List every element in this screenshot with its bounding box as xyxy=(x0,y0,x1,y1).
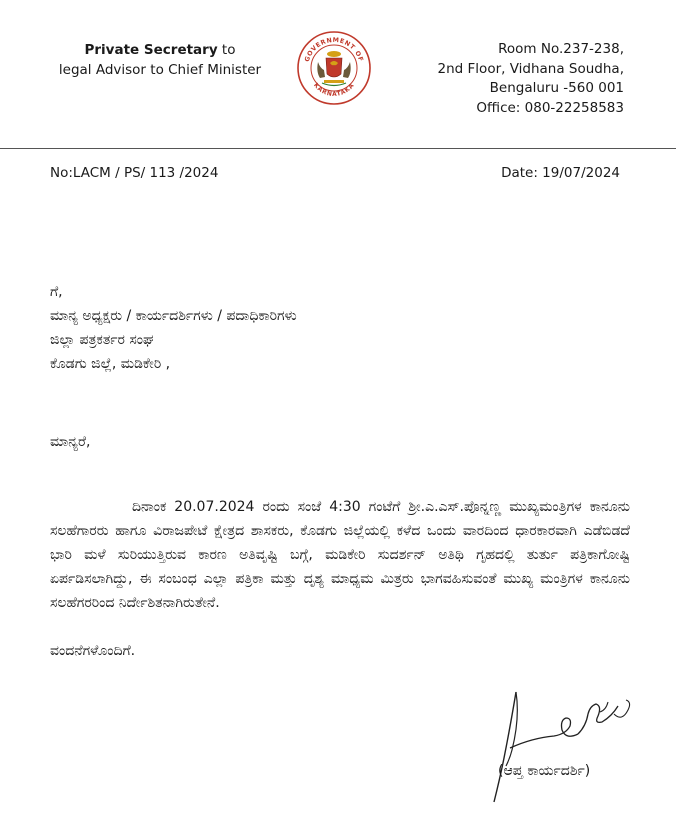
office-address xyxy=(404,40,624,118)
signatory-title: (ಆಪ್ತ ಕಾರ್ಯದರ್ಶಿ) xyxy=(498,763,591,779)
emblem-bottom-text: KARNATAKA xyxy=(312,81,356,99)
sender-subtitle: legal Advisor to Chief Minister xyxy=(58,62,262,78)
karnataka-emblem-icon xyxy=(296,30,372,106)
salutation: ಮಾನ್ಯರೆ, xyxy=(50,434,91,450)
address-line: Bengaluru -560 001 xyxy=(489,80,624,96)
svg-text:KARNATAKA xyxy=(312,82,356,98)
header-divider xyxy=(0,148,676,149)
addressee-line: ಕೊಡಗು ಜಿಲ್ಲೆ, ಮಡಿಕೇರಿ , xyxy=(50,356,171,372)
letter-date: Date: 19/07/2024 xyxy=(501,165,620,181)
emblem-top-text: GOVERNMENT OF xyxy=(303,36,365,63)
sender-block xyxy=(40,40,280,80)
addressee-line: ಜಿಲ್ಲಾ ಪತ್ರಕರ್ತರ ಸಂಘ xyxy=(50,332,154,348)
addressee-line: ಗೆ, xyxy=(50,284,63,300)
closing-line: ವಂದನೆಗಳೊಂದಿಗೆ. xyxy=(50,643,136,659)
addressee-line: ಮಾನ್ಯ ಅಧ್ಯಕ್ಷರು / ಕಾರ್ಯದರ್ಶಿಗಳು / ಪದಾಧಿಕಾರಿಗಳು xyxy=(50,308,297,324)
letter-body: ದಿನಾಂಕ 20.07.2024 ರಂದು ಸಂಜೆ 4:30 ಗಂಟೆಗೆ ಶ್ರೀ.ಎ.ಎಸ್.ಪೊನ್ನಣ್ಣ ಮುಖ್ಯಮಂತ್ರಿಗಳ ಕಾನೂನು ಸಲಹೆಗಾರರು ಹಾಗೂ ವಿರಾಜಪೇಟೆ ಕ್ಷೇತ್ರದ ಶಾಸಕರು, ಕೊಡಗು ಜಿಲ್ಲೆಯಲ್ಲಿ ಕಳೆದ ಒಂದು ವಾರದಿಂದ ಧಾರಕಾರವಾಗಿ ಎಡೆಬಿಡದೆ ಭಾರಿ ಮಳೆ ಸುರಿಯುತ್ತಿರುವ ಕಾರಣ ಅತಿವೃಷ್ಟಿ ಬಗ್ಗೆ, ಮಡಿಕೇರಿ ಸುದರ್ಶನ್ ಅತಿಥಿ ಗೃಹದಲ್ಲಿ ತುರ್ತು ಪತ್ರಿಕಾಗೋಷ್ಟಿ ಏರ್ಪಡಿಸಲಾಗಿದ್ದು, ಈ ಸಂಬಂಧ ಎಲ್ಲಾ ಪತ್ರಿಕಾ ಮತ್ತು ದೃಶ್ಯ ಮಾಧ್ಯಮ ಮಿತ್ರರು ಭಾಗವಹಿಸುವಂತೆ ಮುಖ್ಯ ಮಂತ್ರಿಗಳ ಕಾನೂನು ಸಲಹೆಗರರಿಂದ ನಿರ್ದೇಶಿತನಾಗಿರುತೇನೆ. xyxy=(50,499,630,611)
address-line: 2nd Floor, Vidhana Soudha, xyxy=(437,60,624,77)
address-line: Room No.237-238, xyxy=(498,41,624,57)
sender-title-suffix: to xyxy=(217,42,236,58)
sender-title: Private Secretary xyxy=(84,42,218,58)
handwritten-signature xyxy=(482,688,642,808)
office-phone: Office: 080-22258583 xyxy=(476,99,624,116)
addressee-block xyxy=(50,280,297,376)
reference-number: No:LACM / PS/ 113 /2024 xyxy=(50,165,219,181)
